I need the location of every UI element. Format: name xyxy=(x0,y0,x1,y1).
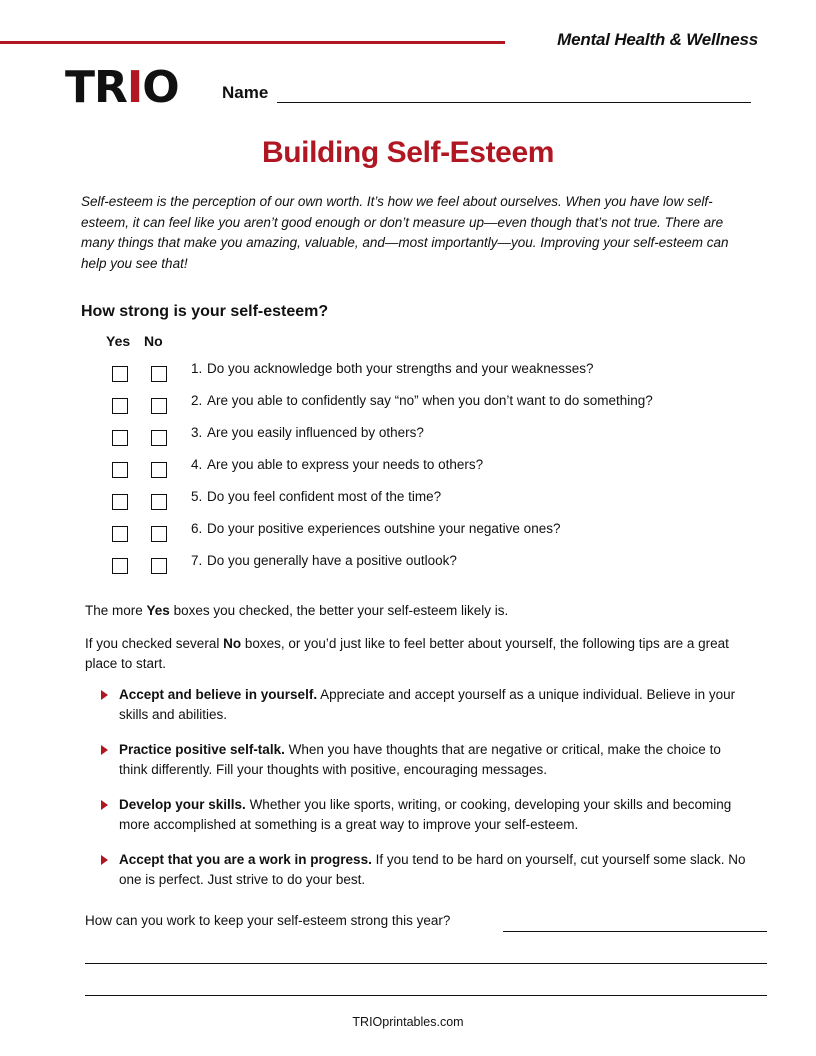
question-number-7: 7. xyxy=(191,553,203,568)
question-text-2 xyxy=(191,393,653,408)
checklist-row xyxy=(106,521,766,553)
question-number-5: 5. xyxy=(191,489,203,504)
scoring-pre: The more xyxy=(85,603,147,618)
checkbox-no-4[interactable] xyxy=(151,462,167,478)
question-number-6: 6. xyxy=(191,521,203,536)
question-number-3: 3. xyxy=(191,425,203,440)
checkbox-no-7[interactable] xyxy=(151,558,167,574)
scoring-bold: Yes xyxy=(146,603,170,618)
tip-body-1: Appreciate and accept yourself as a unique individual. Believe in your skills and abilities. xyxy=(119,687,736,722)
checklist-row xyxy=(106,393,766,425)
question-label-6: Do your positive experiences outshine your negative ones? xyxy=(207,521,561,536)
checkbox-no-5[interactable] xyxy=(151,494,167,510)
logo-text-part1: TR xyxy=(65,62,127,113)
header-title: Mental Health & Wellness xyxy=(557,30,758,49)
tip-body-3: Whether you like sports, writing, or cooking, developing your skills and becoming more accomplished at something is a great way to improve your self-esteem. xyxy=(119,797,732,832)
checkbox-yes-7[interactable] xyxy=(112,558,128,574)
tip-item xyxy=(101,740,749,780)
checklist xyxy=(106,361,766,585)
header-rule xyxy=(0,41,505,44)
answer-line-3[interactable] xyxy=(85,995,767,996)
question-label-4: Are you able to express your needs to others? xyxy=(207,457,484,472)
tip-body-4: If you tend to be hard on yourself, cut yourself some slack. No one is perfect. Just strive to do your best. xyxy=(119,852,746,887)
checkbox-yes-4[interactable] xyxy=(112,462,128,478)
checkbox-no-1[interactable] xyxy=(151,366,167,382)
question-label-5: Do you feel confident most of the time? xyxy=(207,489,442,504)
name-label: Name xyxy=(222,83,269,102)
tip-item xyxy=(101,850,749,890)
column-header-no: No xyxy=(144,333,163,349)
column-header-yes: Yes xyxy=(106,333,131,349)
checkbox-no-3[interactable] xyxy=(151,430,167,446)
scoring-post: boxes you checked, the better your self-esteem likely is. xyxy=(169,603,509,618)
logo-text-part3: O xyxy=(142,62,179,113)
tips-intro-pre: If you checked several xyxy=(85,636,224,651)
checkbox-yes-2[interactable] xyxy=(112,398,128,414)
checkbox-no-6[interactable] xyxy=(151,526,167,542)
checklist-row xyxy=(106,361,766,393)
page-title: Building Self-Esteem xyxy=(261,136,555,169)
footer-text: TRIOprintables.com xyxy=(352,1015,464,1029)
checklist-column-headers xyxy=(106,333,163,349)
question-label-7: Do you generally have a positive outlook? xyxy=(207,553,457,568)
checkbox-yes-6[interactable] xyxy=(112,526,128,542)
tip-lead-1: Accept and believe in yourself. xyxy=(119,687,318,702)
question-text-1 xyxy=(191,361,593,376)
question-text-7 xyxy=(191,553,457,568)
tips-intro-bold: No xyxy=(223,636,242,651)
tip-item xyxy=(101,795,749,835)
tips-intro-paragraph xyxy=(85,634,740,674)
scoring-paragraph xyxy=(85,601,745,621)
question-label-1: Do you acknowledge both your strengths and your weaknesses? xyxy=(207,361,594,376)
checkbox-yes-3[interactable] xyxy=(112,430,128,446)
tip-lead-2: Practice positive self-talk. xyxy=(119,742,285,757)
section-heading: How strong is your self-esteem? xyxy=(81,303,329,320)
tip-lead-4: Accept that you are a work in progress. xyxy=(119,852,372,867)
arrow-bullet-icon xyxy=(101,690,108,700)
tips-list xyxy=(101,685,749,905)
intro-paragraph: Self-esteem is the perception of our own worth. It’s how we feel about ourselves. When you have low self-esteem, it can feel like you aren’t good enough or don’t measure up—even though that’s not true. There are many things that make you amazing, valuable, and—most importantly—you. Improving your self-esteem can help you see that! xyxy=(81,194,729,271)
checklist-row xyxy=(106,425,766,457)
checklist-row xyxy=(106,489,766,521)
answer-line-2[interactable] xyxy=(85,963,767,964)
tip-lead-3: Develop your skills. xyxy=(119,797,246,812)
question-text-5 xyxy=(191,489,441,504)
question-number-4: 4. xyxy=(191,457,203,472)
checkbox-no-2[interactable] xyxy=(151,398,167,414)
trio-logo xyxy=(65,62,179,113)
checklist-row xyxy=(106,553,766,585)
question-label-3: Are you easily influenced by others? xyxy=(207,425,424,440)
question-label-2: Are you able to confidently say “no” when you don’t want to do something? xyxy=(207,393,653,408)
name-input-line[interactable] xyxy=(277,102,751,103)
question-number-1: 1. xyxy=(191,361,203,376)
checkbox-yes-1[interactable] xyxy=(112,366,128,382)
closing-question: How can you work to keep your self-esteem strong this year? xyxy=(85,913,451,928)
logo-text-part2: I xyxy=(126,62,143,113)
tip-body-2: When you have thoughts that are negative or critical, make the choice to think differently. Fill your thoughts with positive, encouraging messages. xyxy=(119,742,721,777)
tips-intro-post: boxes, or you’d just like to feel better about yourself, the following tips are a great place to start. xyxy=(85,636,729,671)
arrow-bullet-icon xyxy=(101,855,108,865)
question-number-2: 2. xyxy=(191,393,203,408)
checklist-row xyxy=(106,457,766,489)
tip-item xyxy=(101,685,749,725)
page-header xyxy=(0,30,816,54)
question-text-3 xyxy=(191,425,424,440)
arrow-bullet-icon xyxy=(101,800,108,810)
arrow-bullet-icon xyxy=(101,745,108,755)
checkbox-yes-5[interactable] xyxy=(112,494,128,510)
question-text-6 xyxy=(191,521,560,536)
question-text-4 xyxy=(191,457,483,472)
answer-line-1[interactable] xyxy=(503,931,767,932)
